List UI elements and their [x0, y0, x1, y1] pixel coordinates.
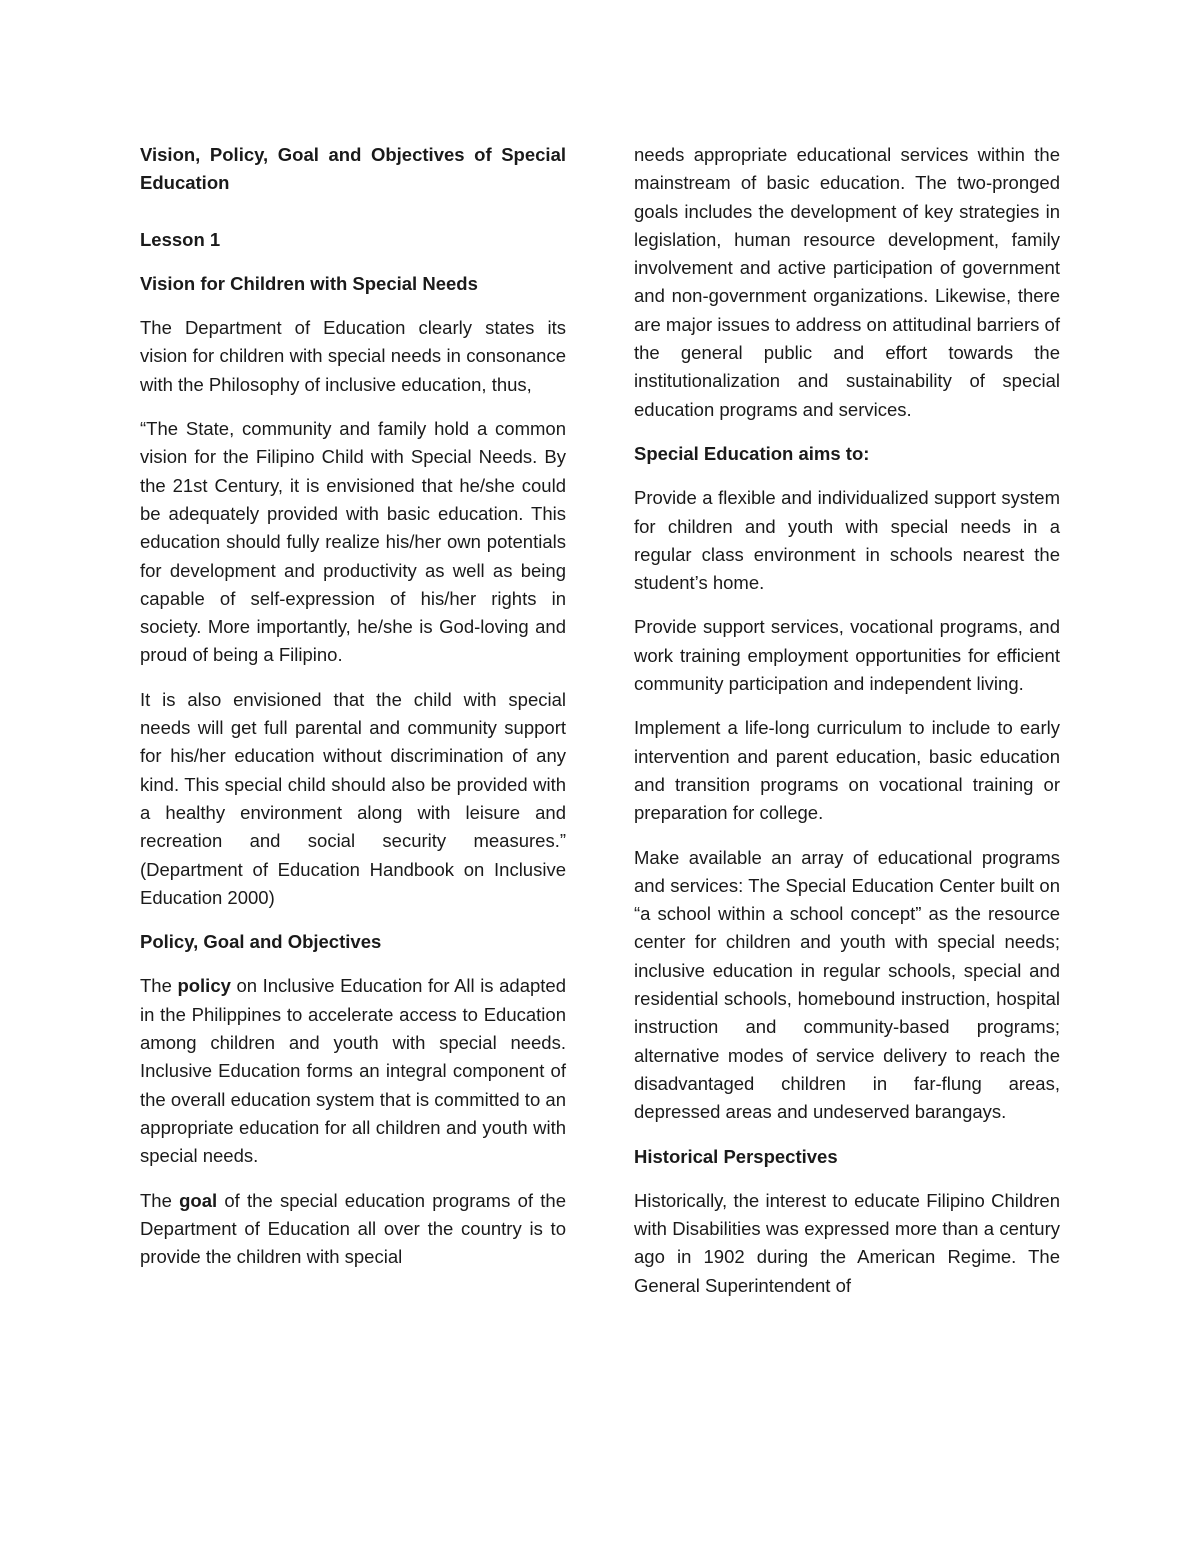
paragraph-history: Historically, the interest to educate Filipino Children with Disabilities was expressed more than a century ago in 1902 during the American Regime. The General Superintendent of	[634, 1189, 1060, 1296]
heading-aims: Special Education aims to:	[634, 442, 870, 464]
heading-vision: Vision for Children with Special Needs	[140, 272, 478, 294]
aim-item-3: Implement a life-long curriculum to include to early intervention and parent education, basic education and transition programs on vocational training or preparation for college.	[634, 717, 1060, 824]
paragraph-vision-intro: The Department of Education clearly states its vision for children with special needs in consonance with the Philosophy of inclusive education, thus,	[140, 317, 566, 395]
right-column	[634, 141, 1060, 1300]
heading-policy: Policy, Goal and Objectives	[140, 931, 382, 953]
goal-text-post: of the special education programs of the Department of Education all over the country is to provide the children with special	[140, 1189, 566, 1268]
paragraph-goal-continued: needs appropriate educational services within the mainstream of basic education. The two-pronged goals includes the development of key strategies in legislation, human resource development, family involvement and active participation of government and non-government organizations. Likewise, there are major issues to address on attitudinal barriers of the general public and effort towards the institutionalization and sustainability of special education programs and services.	[634, 144, 1060, 420]
policy-text-post: on Inclusive Education for All is adapted in the Philippines to accelerate access to Education among children and youth with special needs. Inclusive Education forms an integral component of the overall education system that is committed to an appropriate education for all children and youth with special needs.	[140, 975, 566, 1167]
policy-text-pre: The	[140, 975, 178, 997]
paragraph-envisioned: It is also envisioned that the child with special needs will get full parental and community support for his/her education without discrimination of any kind. This special child should also be provided with a healthy environment along with leisure and recreation and social security measures.” (Department of Education Handbook on Inclusive Education 2000)	[140, 688, 566, 908]
paragraph-vision-quote: “The State, community and family hold a common vision for the Filipino Child with Special Needs. By the 21st Century, it is envisioned that he/she could be adequately provided with basic education. This education should fully realize his/her own potentials for development and productivity as well as being capable of self-expression of his/her rights in society. More importantly, he/she is God-loving and proud of being a Filipino.	[140, 418, 566, 666]
aim-item-4: Make available an array of educational programs and services: The Special Education Center built on “a school within a school concept” as the resource center for children and youth with special needs; inclusive education in regular schools, special and residential schools, homebound instruction, hospital instruction and community-based programs; alternative modes of service delivery to reach the disadvantaged children in far-flung areas, depressed areas and undeserved barangays.	[634, 846, 1060, 1123]
aim-item-2: Provide support services, vocational programs, and work training employment opportunities for efficient community participation and independent living.	[634, 616, 1060, 695]
goal-text-pre: The	[140, 1189, 180, 1211]
lesson-label: Lesson 1	[140, 228, 221, 250]
heading-history: Historical Perspectives	[634, 1145, 838, 1167]
goal-bold-term: goal	[179, 1189, 218, 1211]
policy-bold-term: policy	[177, 975, 231, 997]
paragraph-goal	[140, 1187, 566, 1272]
aim-item-1: Provide a flexible and individualized support system for children and youth with special needs in a regular class environment in schools nearest the student’s home.	[634, 487, 1060, 594]
paragraph-policy	[140, 972, 566, 1170]
document-title: Vision, Policy, Goal and Objectives of Special Education	[140, 144, 566, 194]
left-column	[140, 141, 566, 1271]
